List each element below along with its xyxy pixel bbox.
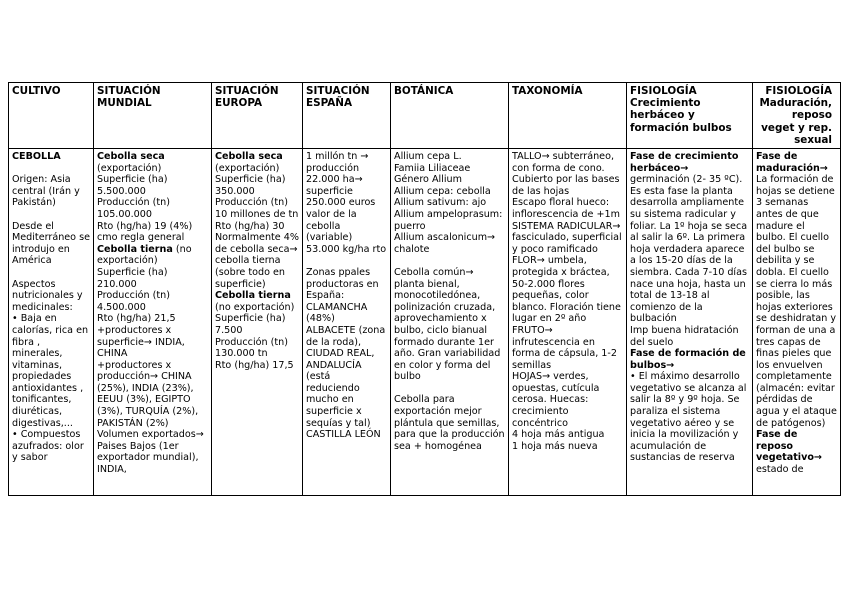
cell-line: Rto (hg/ha) 30 bbox=[215, 220, 285, 232]
cell-text bbox=[97, 244, 208, 267]
cell-line: Allium cepa: cebolla bbox=[394, 185, 491, 197]
cell-taxonomia bbox=[509, 149, 627, 496]
cell-text bbox=[630, 325, 749, 348]
cell-heading: Cebolla tierna bbox=[215, 290, 291, 302]
cell-line: • Compuestos azufrados: olor y sabor bbox=[12, 429, 84, 464]
cell-text bbox=[97, 151, 208, 163]
cell-line: Imp buena hidratación del suelo bbox=[630, 324, 739, 348]
cell-line: Género Allium bbox=[394, 174, 462, 186]
cell-line: SISTEMA RADICULAR→ fasciculado, superficial y poco ramificado bbox=[512, 220, 622, 255]
cell-text bbox=[215, 313, 299, 336]
cell-line: estado de bbox=[756, 464, 804, 476]
cell-line: (exportación) bbox=[97, 162, 162, 174]
cell-line: Aspectos nutricionales y medicinales: bbox=[12, 278, 83, 313]
cell-line: +productores x superficie→ INDIA, CHINA bbox=[97, 324, 185, 360]
cell-line: Allium cepa L. bbox=[394, 151, 462, 163]
cell-text bbox=[12, 221, 90, 267]
cell-line: • El máximo desarrollo vegetativo se alcanza al salir la 8º y 9º hoja. Se paraliza el sistema vegetativo aéreo y se inicia la movilización y acumulación de sustancias de reserva bbox=[630, 371, 747, 464]
cell-line: (exportación) bbox=[215, 162, 280, 174]
cell-text bbox=[394, 163, 505, 175]
cell-line: +productores x producción→ CHINA (25%), INDIA (23%), EEUU (3%), EGIPTO (3%), TURQUÍA (2%), PAKISTÁN (2%) bbox=[97, 359, 199, 429]
cell-line: Rto (hg/ha) 21,5 bbox=[97, 313, 176, 325]
cell-text bbox=[756, 151, 837, 174]
spacer bbox=[394, 255, 505, 267]
cell-line: Cebolla para exportación mejor plántula que semillas, para que la producción sea + homogénea bbox=[394, 394, 505, 452]
header-fisiologia-crecimiento: FISIOLOGÍA Crecimiento herbáceo y formación bulbos bbox=[627, 83, 753, 149]
spacer bbox=[12, 209, 90, 221]
crop-table bbox=[8, 82, 841, 496]
cell-line: Rto (hg/ha) 17,5 bbox=[215, 359, 294, 371]
cell-line: germinación (2- 35 ºC). Es esta fase la planta desarrolla ampliamente su sistema radicular y foliar. La 1º hoja se seca al salir la 6º. La primera hoja verdadera aparece a los 15-20 días de la siembra. Cada 7-10 días nace una hoja, hasta un total de 13-18 al comienzo de la bulbación bbox=[630, 174, 748, 325]
cell-text bbox=[630, 371, 749, 464]
cell-line: Allium ascalonicum→ chalote bbox=[394, 232, 496, 255]
spacer bbox=[12, 163, 90, 175]
cell-cultivo bbox=[9, 149, 94, 496]
header-situacion-espana: SITUACIÓN ESPAÑA bbox=[303, 83, 391, 149]
header-botanica: BOTÁNICA bbox=[391, 83, 509, 149]
table-row bbox=[9, 149, 841, 496]
cell-text bbox=[215, 232, 299, 290]
cell-text bbox=[215, 302, 299, 314]
cell-text bbox=[97, 429, 208, 475]
cell-text bbox=[97, 313, 208, 325]
cell-heading: Fase de crecimiento herbáceo→ bbox=[630, 151, 739, 174]
cell-line: (no exportación) bbox=[215, 301, 295, 313]
cell-text bbox=[512, 325, 623, 371]
cell-text bbox=[394, 267, 505, 383]
cell-line: Zonas ppales productoras en España: CLAMANCHA (48%) ALBACETE (zona de la roda), CIUDAD REAL, ANDALUCÍA (está reduciendo mucho en superficie x sequías y tal) CASTILLA LEÓN bbox=[306, 266, 386, 441]
cell-text bbox=[512, 197, 623, 220]
cell-line: Famiia Liliaceae bbox=[394, 162, 471, 174]
cell-text bbox=[394, 186, 505, 198]
cell-text bbox=[512, 441, 623, 453]
cell-text bbox=[12, 279, 90, 314]
header-taxonomia: TAXONOMÍA bbox=[509, 83, 627, 149]
cell-fisiologia-crecimiento bbox=[627, 149, 753, 496]
cell-line: Volumen exportados→ Paises Bajos (1er exportador mundial), INDIA, bbox=[97, 429, 204, 476]
cell-line: Origen: Asia central (Irán y Pakistán) bbox=[12, 174, 80, 209]
cell-text bbox=[97, 267, 208, 290]
cell-text bbox=[12, 313, 90, 429]
cell-line: Rto (hg/ha) 19 (4%) cmo regla general bbox=[97, 220, 193, 244]
cell-line: 4 hoja más antigua bbox=[512, 429, 605, 441]
cell-heading: Cebolla seca bbox=[215, 151, 283, 163]
spacer bbox=[306, 255, 387, 267]
cell-text bbox=[394, 197, 505, 209]
cell-situacion-espana bbox=[303, 149, 391, 496]
cell-line: FLOR→ umbela, protegida x bráctea, 50-2.000 flores pequeñas, color blanco. Floración tiene lugar en 2º año bbox=[512, 255, 621, 325]
cell-text bbox=[630, 348, 749, 371]
cell-line: (no exportación) bbox=[97, 243, 192, 267]
cell-line: Desde el Mediterráneo se introdujo en América bbox=[12, 220, 90, 267]
cell-line: Cebolla común→ planta bienal, monocotiledónea, polinización cruzada, aprovechamiento x bulbo, ciclo bianual formado durante 1er año. Gran variabilidad en color y forma del bulbo bbox=[394, 266, 501, 383]
cell-line: Producción (tn) 105.00.000 bbox=[97, 197, 170, 220]
cell-text bbox=[306, 151, 387, 255]
cell-situacion-mundial bbox=[94, 149, 212, 496]
cell-text bbox=[215, 221, 299, 233]
cell-line: Producción (tn) 4.500.000 bbox=[97, 290, 170, 313]
cell-line: 1 millón tn → producción 22.000 ha→ superficie 250.000 euros valor de la cebolla (variable) 53.000 kg/ha rto bbox=[306, 151, 387, 255]
cell-heading: CEBOLLA bbox=[12, 151, 61, 163]
cell-text bbox=[512, 151, 623, 197]
cell-text bbox=[12, 174, 90, 209]
cell-line: • Baja en calorías, rica en fibra , minerales, vitaminas, propiedades antioxidantes , tonificantes, diuréticas, digestivas,... bbox=[12, 313, 89, 429]
cell-line: Superficie (ha) 210.000 bbox=[97, 266, 168, 290]
cell-text bbox=[394, 151, 505, 163]
cell-line: Producción (tn) 130.000 tn bbox=[215, 336, 288, 360]
cell-text bbox=[394, 174, 505, 186]
cell-line: Superficie (ha) 7.500 bbox=[215, 313, 286, 336]
cell-heading: Cebolla seca bbox=[97, 151, 165, 163]
cell-text bbox=[630, 174, 749, 325]
cell-text bbox=[215, 174, 299, 197]
cell-line: Superficie (ha) 350.000 bbox=[215, 174, 286, 197]
header-situacion-europa: SITUACIÓN EUROPA bbox=[212, 83, 303, 149]
cell-text bbox=[97, 174, 208, 197]
cell-text bbox=[394, 394, 505, 452]
cell-line: Superficie (ha) 5.500.000 bbox=[97, 174, 168, 197]
cell-text bbox=[12, 429, 90, 464]
cell-text bbox=[756, 174, 837, 429]
cell-text bbox=[394, 209, 505, 232]
cell-heading: Fase de formación de bulbos→ bbox=[630, 348, 746, 371]
header-row bbox=[9, 83, 841, 149]
cell-situacion-europa bbox=[212, 149, 303, 496]
cell-text bbox=[512, 255, 623, 325]
cell-text bbox=[512, 371, 623, 429]
spacer bbox=[394, 383, 505, 395]
cell-line: 1 hoja más nueva bbox=[512, 440, 598, 452]
cell-text bbox=[215, 163, 299, 175]
cell-text bbox=[97, 197, 208, 220]
cell-text bbox=[97, 360, 208, 430]
cell-text bbox=[756, 429, 837, 475]
cell-text bbox=[97, 221, 208, 244]
spacer bbox=[12, 267, 90, 279]
cell-text bbox=[306, 267, 387, 441]
header-fisiologia-maduracion: FISIOLOGÍA Maduración, reposo veget y rep. sexual bbox=[753, 83, 841, 149]
header-situacion-mundial: SITUACIÓN MUNDIAL bbox=[94, 83, 212, 149]
cell-text bbox=[215, 360, 299, 372]
cell-text bbox=[215, 197, 299, 220]
cell-line: FRUTO→ infrutescencia en forma de cápsula, 1-2 semillas bbox=[512, 324, 617, 371]
cell-text bbox=[215, 290, 299, 302]
cell-heading: Fase de maduración→ bbox=[756, 151, 828, 174]
cell-text bbox=[12, 151, 90, 163]
cell-line: Producción (tn) 10 millones de tn bbox=[215, 197, 299, 220]
cell-line: Allium sativum: ajo bbox=[394, 197, 487, 209]
cell-text bbox=[215, 337, 299, 360]
cell-heading: Fase de reposo vegetativo→ bbox=[756, 429, 822, 464]
cell-text bbox=[215, 151, 299, 163]
cell-line: Normalmente 4% de cebolla seca→ cebolla tierna (sobre todo en superficie) bbox=[215, 232, 299, 290]
cell-line: HOJAS→ verdes, opuestas, cutícula cerosa. Huecas: crecimiento concéntrico bbox=[512, 371, 600, 429]
cell-line: Allium ampeloprasum: puerro bbox=[394, 208, 503, 232]
cell-text bbox=[630, 151, 749, 174]
header-cultivo: CULTIVO bbox=[9, 83, 94, 149]
cell-line: TALLO→ subterráneo, con forma de cono. Cubierto por las bases de las hojas bbox=[512, 151, 620, 197]
cell-botanica bbox=[391, 149, 509, 496]
cell-line: Escapo floral hueco: inflorescencia de +1m bbox=[512, 197, 620, 220]
cell-text bbox=[97, 163, 208, 175]
cell-text bbox=[394, 232, 505, 255]
cell-text bbox=[97, 325, 208, 360]
cell-text bbox=[512, 221, 623, 256]
cell-heading: Cebolla tierna bbox=[97, 243, 173, 255]
cell-line: La formación de hojas se detiene 3 semanas antes de que madure el bulbo. El cuello del bulbo se debilita y se dobla. El cuello se cierra lo más posible, las hojas exteriores se deshidratan y forman de una a tres capas de finas pieles que los envuelven completamente (almacén: evitar pérdidas de agua y el ataque de patógenos) bbox=[756, 174, 837, 429]
cell-text bbox=[97, 290, 208, 313]
cell-fisiologia-maduracion bbox=[753, 149, 841, 496]
cell-text bbox=[512, 429, 623, 441]
